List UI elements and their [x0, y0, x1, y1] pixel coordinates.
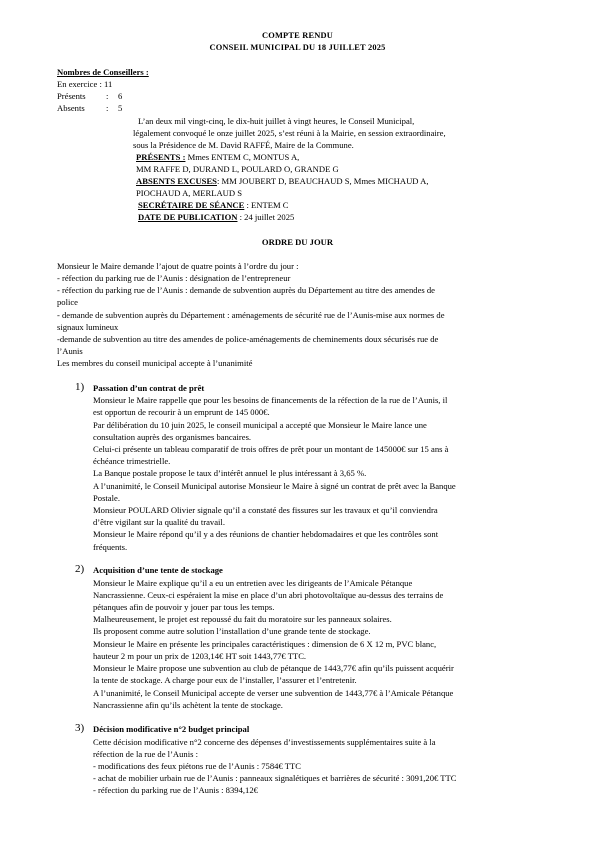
agenda-line: - réfection du parking rue de l’Aunis : désignation de l’entrepreneur: [57, 273, 291, 283]
section-line: Monsieur POULARD Olivier signale qu’il a constaté des fissures sur les travaux et qu’il conviendra: [93, 505, 438, 515]
section-line: - réfection du parking rue de l’Aunis : 8394,12€: [93, 785, 258, 795]
section-title: Décision modificative n°2 budget principal: [93, 724, 250, 734]
section-line: - modifications des feux piétons rue de l’Aunis : 7584€ TTC: [93, 761, 301, 771]
section-number: 2): [75, 563, 85, 575]
section-line: A l’unanimité, le Conseil Municipal autorise Monsieur le Maire à signé un contrat de prêt avec la Banque: [93, 481, 456, 491]
section-line: la tente de stockage. A charge pour eux de l’installer, l’assurer et l’entretenir.: [93, 675, 357, 685]
intro-line: légalement convoqué le onze juillet 2025, s’est réuni à la Mairie, en session extraordinaire,: [133, 128, 446, 138]
agenda-line: police: [57, 297, 78, 307]
secretary-line: [138, 200, 289, 210]
section-line: Monsieur le Maire rappelle que pour les besoins de financements de la réfection de la rue de l’Aunis, il: [93, 395, 448, 405]
present-sep: :: [106, 91, 109, 101]
section-line: Nancrassienne. Ceux-ci espéraient la mise en place d’un abri photovoltaïque au-dessus des terrains de: [93, 590, 444, 600]
section-line: pétanques afin de pouvoir y jouer par tous les temps.: [93, 602, 275, 612]
section-line: Monsieur le Maire propose une subvention au club de pétanque de 1443,77€ afin qu’ils puissent acquérir: [93, 663, 454, 673]
section-title: Passation d’un contrat de prêt: [93, 383, 205, 393]
presents-text: Mmes ENTEM C, MONTUS A,: [185, 152, 300, 162]
absents-text: : MM JOUBERT D, BEAUCHAUD S, Mmes MICHAUD A,: [216, 176, 429, 186]
agenda-line: signaux lumineux: [57, 322, 119, 332]
section-line: Monsieur le Maire en présente les principales caractéristiques : dimension de 6 X 12 m, PVC blanc,: [93, 639, 437, 649]
section-line: est opportun de recourir à un emprunt de 145 000€.: [93, 407, 270, 417]
agenda-heading: ORDRE DU JOUR: [261, 237, 334, 247]
secretary-text: : ENTEM C: [244, 200, 289, 210]
section-line: Nancrassienne afin qu’ils achètent la tente de stockage.: [93, 700, 283, 710]
section-line: réfection de la rue de l’Aunis :: [93, 749, 198, 759]
section-line: A l’unanimité, le Conseil Municipal accepte de verser une subvention de 1443,77€ à l’Amicale Pétanque: [93, 688, 454, 698]
section-line: hauteur 2 m pour un prix de 1203,14€ HT soit 1443,77€ TTC.: [93, 651, 307, 661]
agenda-line: - demande de subvention auprès du Département : aménagements de sécurité rue de l’Aunis-mise aux normes de: [57, 310, 445, 320]
absents-line: [136, 176, 429, 186]
presents-label: PRÉSENTS :: [136, 152, 186, 162]
section-line: Postale.: [93, 493, 120, 503]
section-line: d’être vigilant sur la qualité du travail.: [93, 517, 225, 527]
agenda-line: Les membres du conseil municipal accepte à l’unanimité: [57, 358, 253, 368]
section-line: consultation auprès des organismes bancaires.: [93, 432, 252, 442]
document-title: COMPTE RENDU: [261, 31, 334, 40]
absent-sep: :: [106, 103, 109, 113]
absent-label: Absents: [57, 103, 85, 113]
present-value: 6: [118, 91, 123, 101]
section-number: 3): [75, 722, 85, 734]
section-line: Monsieur le Maire explique qu’il a eu un entretien avec les dirigeants de l’Amicale Pétanque: [93, 578, 413, 588]
section-line: Cette décision modificative n°2 concerne des dépenses d’investissements supplémentaires suite à la: [93, 737, 436, 747]
agenda-line: l’Aunis: [57, 346, 83, 356]
counts-exercise: En exercice : 11: [57, 79, 113, 89]
publication-label: DATE DE PUBLICATION: [138, 212, 238, 222]
section-line: Monsieur le Maire répond qu’il y a des réunions de chantier hebdomadaires et que les contrôles sont: [93, 529, 439, 539]
intro-line: sous la Présidence de M. David RAFFÉ, Maire de la Commune.: [133, 140, 354, 150]
presents-line: [136, 152, 299, 162]
section-title: Acquisition d’une tente de stockage: [93, 565, 223, 575]
document-subtitle: CONSEIL MUNICIPAL DU 18 JUILLET 2025: [209, 43, 386, 52]
absents-label: ABSENTS EXCUSES: [136, 176, 217, 186]
section-line: La Banque postale propose le taux d’intérêt annuel le plus intéressant à 3,65 %.: [93, 468, 367, 478]
section-number: 1): [75, 381, 85, 393]
absents-line2: PIOCHAUD A, MERLAUD S: [136, 188, 242, 198]
absent-value: 5: [118, 103, 123, 113]
section-line: Malheureusement, le projet est repoussé du fait du moratoire sur les panneaux solaires.: [93, 614, 392, 624]
section-line: échéance trimestrielle.: [93, 456, 171, 466]
publication-text: : 24 juillet 2025: [237, 212, 295, 222]
section-line: Ils proposent comme autre solution l’installation d’une grande tente de stockage.: [93, 626, 371, 636]
section-line: - achat de mobilier urbain rue de l’Aunis : panneaux signalétiques et barrières de sécurité : 3091,20€ TTC: [93, 773, 457, 783]
secretary-label: SECRÉTAIRE DE SÉANCE: [138, 200, 245, 210]
section-line: Par délibération du 10 juin 2025, le conseil municipal a accepté que Monsieur le Maire lance une: [93, 420, 427, 430]
intro-line: L’an deux mil vingt-cinq, le dix-huit juillet à vingt heures, le Conseil Municipal,: [138, 116, 415, 126]
section-line: fréquents.: [93, 542, 128, 552]
agenda-line: - réfection du parking rue de l’Aunis : demande de subvention auprès du Département au titre des amendes de: [57, 285, 435, 295]
agenda-line: Monsieur le Maire demande l’ajout de quatre points à l’ordre du jour :: [57, 261, 299, 271]
agenda-line: -demande de subvention au titre des amendes de police-aménagements de cheminements doux sécurisés rue de: [57, 334, 439, 344]
publication-line: [138, 212, 294, 222]
section-line: Celui-ci présente un tableau comparatif de trois offres de prêt pour un montant de 145000€ sur 15 ans à: [93, 444, 449, 454]
counts-heading: Nombres de Conseillers :: [57, 67, 149, 77]
presents-line2: MM RAFFE D, DURAND L, POULARD O, GRANDE G: [136, 164, 339, 174]
present-label: Présents: [57, 91, 86, 101]
